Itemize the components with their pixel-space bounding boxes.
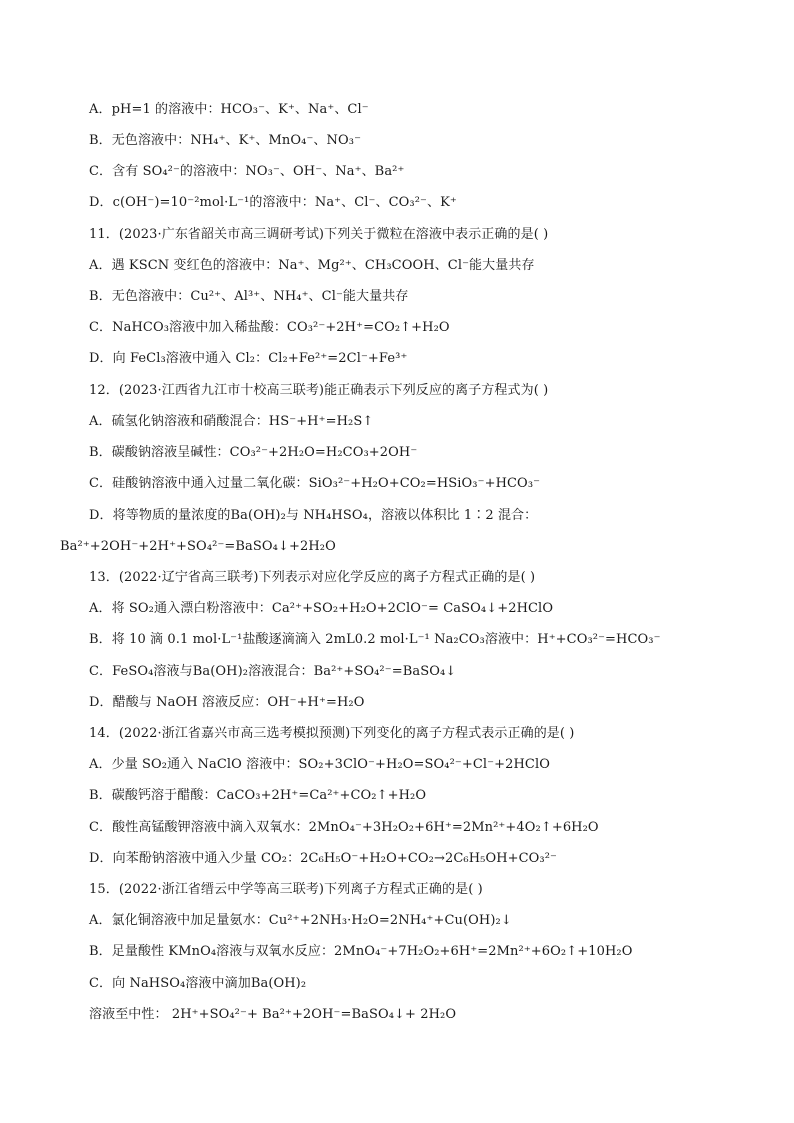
option-line: D．将等物质的量浓度的Ba(OH)₂与 NH₄HSO₄，溶液以体积比 1∶2 混合：	[89, 508, 538, 523]
option-line: B．无色溶液中：NH₄⁺、K⁺、MnO₄⁻、NO₃⁻	[89, 133, 362, 148]
option-continuation: 溶液至中性： 2H⁺+SO₄²⁻+ Ba²⁺+2OH⁻=BaSO₄↓+ 2H₂O	[89, 1007, 457, 1022]
option-line: C．硅酸钠溶液中通入过量二氧化碳：SiO₃²⁻+H₂O+CO₂=HSiO₃⁻+HCO₃⁻	[89, 476, 541, 491]
option-line: A．将 SO₂通入漂白粉溶液中：Ca²⁺+SO₂+H₂O+2ClO⁻= CaSO₄↓+2HClO	[89, 601, 554, 616]
option-line: B．无色溶液中：Cu²⁺、Al³⁺、NH₄⁺、Cl⁻能大量共存	[89, 289, 409, 304]
option-continuation: Ba²⁺+2OH⁻+2H⁺+SO₄²⁻=BaSO₄↓+2H₂O	[60, 539, 336, 554]
option-line: A．遇 KSCN 变红色的溶液中：Na⁺、Mg²⁺、CH₃COOH、Cl⁻能大量共存	[89, 258, 535, 273]
option-line: C．NaHCO₃溶液中加入稀盐酸：CO₃²⁻+2H⁺=CO₂↑+H₂O	[89, 320, 450, 335]
option-line: B．碳酸钠溶液呈碱性：CO₃²⁻+2H₂O=H₂CO₃+2OH⁻	[89, 445, 418, 460]
option-line: C．酸性高锰酸钾溶液中滴入双氧水：2MnO₄⁻+3H₂O₂+6H⁺=2Mn²⁺+4O₂↑+6H₂O	[89, 820, 599, 835]
option-line: D．向苯酚钠溶液中通入少量 CO₂：2C₆H₅O⁻+H₂O+CO₂→2C₆H₅OH+CO₃²⁻	[89, 851, 558, 866]
option-line: D．c(OH⁻)=10⁻²mol·L⁻¹的溶液中：Na⁺、Cl⁻、CO₃²⁻、K⁺	[89, 195, 457, 210]
option-line: A．氯化铜溶液中加足量氨水：Cu²⁺+2NH₃·H₂O=2NH₄⁺+Cu(OH)₂↓	[89, 913, 512, 928]
option-line: D．醋酸与 NaOH 溶液反应：OH⁻+H⁺=H₂O	[89, 695, 365, 710]
option-line: A．硫氢化钠溶液和硝酸混合：HS⁻+H⁺=H₂S↑	[89, 414, 374, 429]
option-line: C．向 NaHSO₄溶液中滴加Ba(OH)₂	[89, 976, 307, 991]
option-line: B．碳酸钙溶于醋酸：CaCO₃+2H⁺=Ca²⁺+CO₂↑+H₂O	[89, 788, 427, 803]
option-line: D．向 FeCl₃溶液中通入 Cl₂：Cl₂+Fe²⁺=2Cl⁻+Fe³⁺	[89, 351, 408, 366]
question-13-stem: 13．(2022·辽宁省高三联考)下列表示对应化学反应的离子方程式正确的是( )	[89, 570, 536, 585]
option-line: A．pH=1 的溶液中：HCO₃⁻、K⁺、Na⁺、Cl⁻	[89, 102, 369, 117]
question-14-stem: 14．(2022·浙江省嘉兴市高三选考模拟预测)下列变化的离子方程式表示正确的是( )	[89, 726, 575, 741]
question-11-stem: 11．(2023·广东省韶关市高三调研考试)下列关于微粒在溶液中表示正确的是( )	[89, 227, 549, 242]
option-line: C．含有 SO₄²⁻的溶液中：NO₃⁻、OH⁻、Na⁺、Ba²⁺	[89, 164, 405, 179]
question-12-stem: 12．(2023·江西省九江市十校高三联考)能正确表示下列反应的离子方程式为( )	[89, 383, 549, 398]
option-line: C．FeSO₄溶液与Ba(OH)₂溶液混合：Ba²⁺+SO₄²⁻=BaSO₄↓	[89, 664, 457, 679]
option-line: A．少量 SO₂通入 NaClO 溶液中：SO₂+3ClO⁻+H₂O=SO₄²⁻+Cl⁻+2HClO	[89, 757, 550, 772]
question-15-stem: 15．(2022·浙江省缙云中学等高三联考)下列离子方程式正确的是( )	[89, 882, 483, 897]
option-line: B．足量酸性 KMnO₄溶液与双氧水反应：2MnO₄⁻+7H₂O₂+6H⁺=2Mn²⁺+6O₂↑+10H₂O	[89, 944, 633, 959]
option-line: B．将 10 滴 0.1 mol·L⁻¹盐酸逐滴滴入 2mL0.2 mol·L⁻¹ Na₂CO₃溶液中：H⁺+CO₃²⁻=HCO₃⁻	[89, 632, 661, 647]
